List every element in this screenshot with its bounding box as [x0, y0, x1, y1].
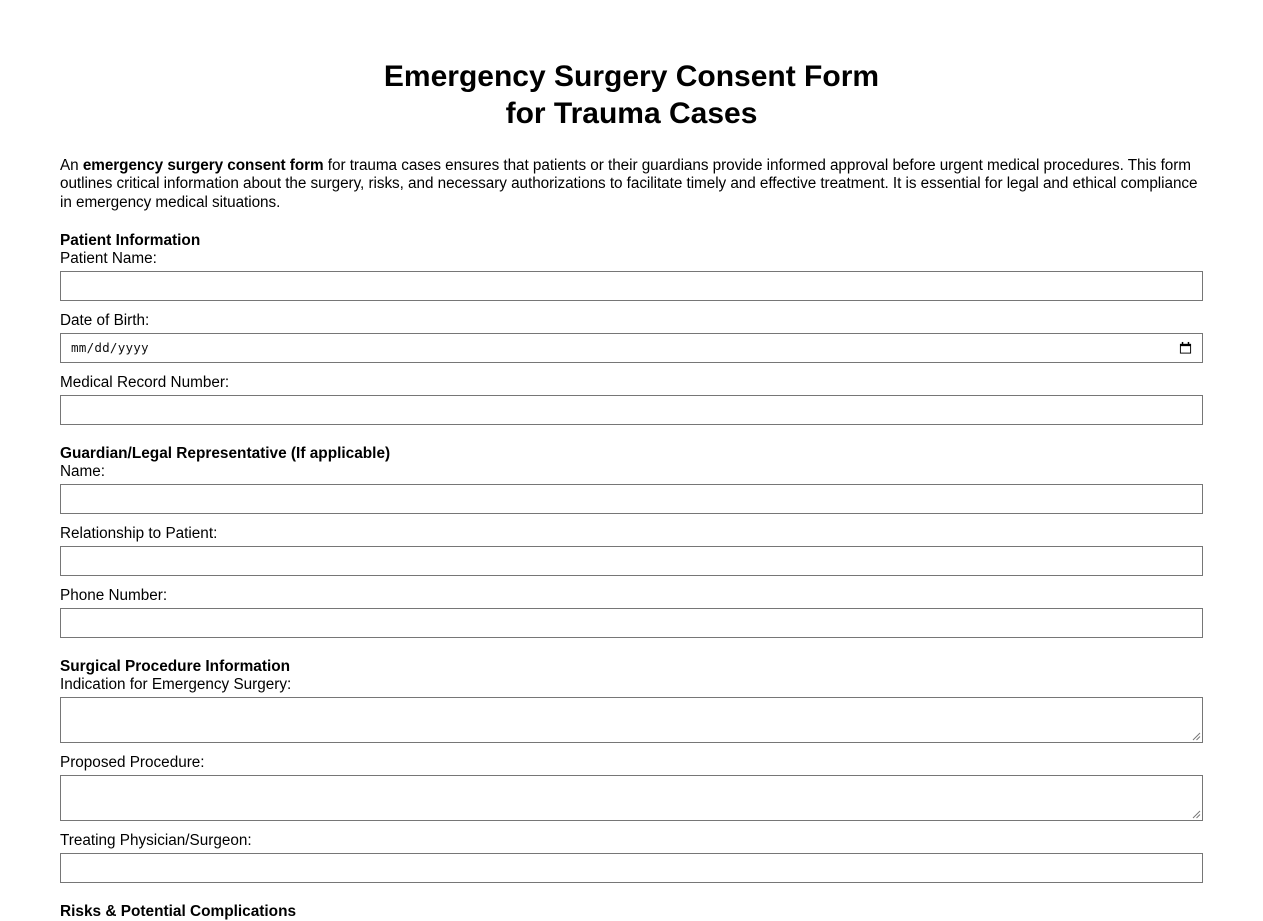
label-phone-number: Phone Number: [60, 586, 168, 604]
field-indication-for-emergency-surgery [60, 676, 1203, 743]
page-title-line-1: Emergency Surgery Consent Form [383, 60, 880, 93]
field-relationship-to-patient [60, 525, 1203, 576]
field-medical-record-number [60, 374, 1203, 425]
field-date-of-birth [60, 312, 1203, 363]
field-patient-name [60, 250, 1203, 301]
intro-bold-term: emergency surgery consent form [82, 157, 324, 174]
proposed-procedure-textarea-wrap [60, 775, 1203, 821]
section-heading-guardian: Guardian/Legal Representative (If applicable) [60, 444, 391, 462]
label-treating-physician: Treating Physician/Surgeon: [60, 831, 252, 849]
field-proposed-procedure [60, 754, 1203, 821]
label-patient-name: Patient Name: [60, 249, 157, 267]
page-title [0, 0, 1263, 132]
intro-text-before: An [60, 157, 83, 174]
guardian-name-input[interactable] [60, 484, 1203, 514]
intro-paragraph [60, 157, 1203, 212]
field-treating-physician [60, 832, 1203, 883]
label-indication-for-emergency-surgery: Indication for Emergency Surgery: [60, 675, 292, 693]
field-phone-number [60, 587, 1203, 638]
label-relationship-to-patient: Relationship to Patient: [60, 524, 218, 542]
intro-text-after: for trauma cases ensures that patients or their guardians provide informed approval before urgent medical procedures. This form outlines critical information about the surgery, risks, and necessary authorizations to facilitate timely and effective treatment. It is essential for legal and ethical compliance in emergency medical situations. [60, 157, 1198, 211]
indication-for-emergency-surgery-textarea[interactable] [60, 697, 1203, 743]
patient-name-input[interactable] [60, 271, 1203, 301]
field-guardian-name [60, 463, 1203, 514]
indication-textarea-wrap [60, 697, 1203, 743]
label-guardian-name: Name: [60, 462, 106, 480]
medical-record-number-input[interactable] [60, 395, 1203, 425]
label-medical-record-number: Medical Record Number: [60, 373, 230, 391]
phone-number-input[interactable] [60, 608, 1203, 638]
section-heading-surgical-procedure: Surgical Procedure Information [60, 657, 291, 675]
label-date-of-birth: Date of Birth: [60, 311, 150, 329]
proposed-procedure-textarea[interactable] [60, 775, 1203, 821]
form-content [0, 157, 1263, 921]
page-title-line-2: for Trauma Cases [505, 97, 758, 130]
treating-physician-input[interactable] [60, 853, 1203, 883]
label-proposed-procedure: Proposed Procedure: [60, 753, 205, 771]
section-heading-risks: Risks & Potential Complications [60, 902, 297, 920]
date-of-birth-input[interactable] [60, 333, 1203, 363]
relationship-to-patient-input[interactable] [60, 546, 1203, 576]
calendar-icon[interactable] [1179, 341, 1192, 354]
date-of-birth-placeholder: mm/dd/yyyy [71, 340, 149, 356]
section-heading-patient-information: Patient Information [60, 231, 201, 249]
